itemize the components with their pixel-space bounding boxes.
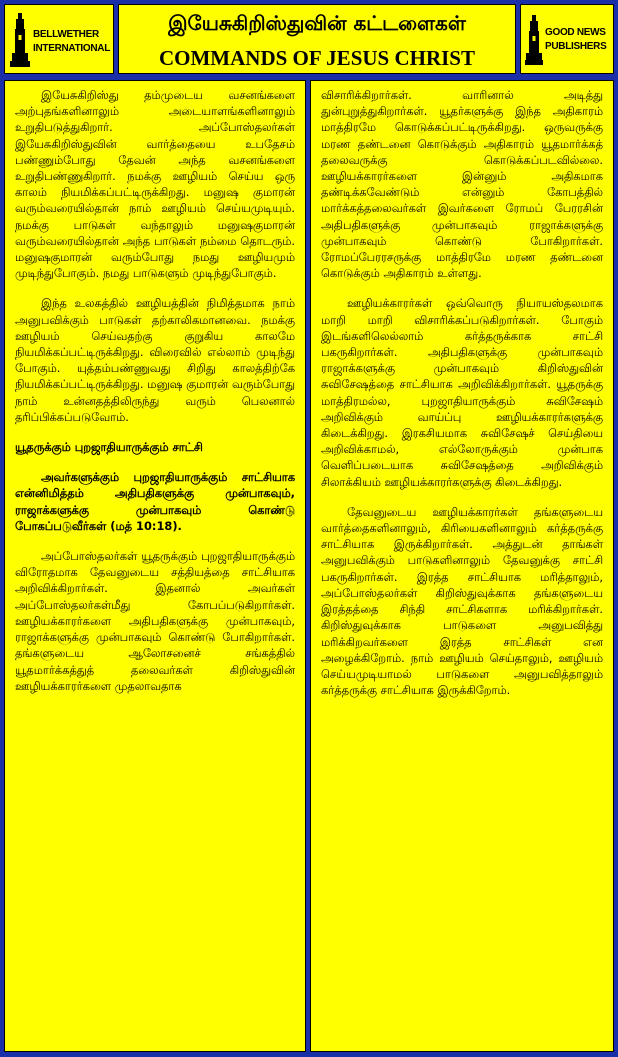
logo-right-line2: PUBLISHERS	[545, 41, 607, 52]
section-heading: யூதருக்கும் புறஜாதியாருக்கும் சாட்சி	[15, 440, 203, 455]
good-news-logo	[520, 4, 614, 74]
logo-right-line1: GOOD NEWS	[545, 27, 606, 38]
title-box	[118, 4, 516, 74]
page-title-english: COMMANDS OF JESUS CHRIST	[158, 46, 475, 70]
left-paragraph-2: இந்த உலகத்தில் ஊழியத்தின் நிமித்தமாக நாம் அனுபவிக்கும் பாடுகள் தற்காலிகமானவை. நமக்கு ஊழியம் செய்வதற்கு குறுகிய காலமே நியமிக்கப்பட்டிருக்கிறது. விரைவில் எல்லாம் முடிந்து போகும். யுத்தம்பண்ணுவது சிறிது காலத்திற்கே நியமிக்கப்பட்டிருக்கிறது. மனுஷ குமாரன் வரும்போது நாம் உன்னதத்திலிருந்து வரும் பெலனால் தரிப்பிக்கப்படுவோம்.	[15, 296, 295, 424]
right-paragraph-1: விசாரிக்கிறார்கள். வாரினால் அடித்து துன்புறுத்துகிறார்கள். யூதர்களுக்கு இந்த அதிகாரம் மாத்திரமே கொடுக்கப்பட்டிருக்கிறது. ஒருவருக்கு மரண தண்டனை கொடுக்கும் அதிகாரம் யூதமார்க்கத் தலைவருக்கு கொடுக்கப்படவில்லை. ஊழியக்காரர்களை இன்னும் அதிகமாக தண்டிக்கவேண்டும் என்னும் கோபத்தில் மார்க்கத்தலைவர்கள் இவர்களை ரோமப் பேரரசின் அதிபதிகளுக்கு முன்பாகவும் ராஜாக்களுக்கு முன்பாகவும் கொண்டு போகிறார்கள். ரோமப்பேரரசருக்கு மாத்திரமே மரண தண்டனை கொடுக்கும் அதிகாரம் உள்ளது.	[321, 88, 603, 281]
right-paragraph-2: ஊழியக்காரர்கள் ஒவ்வொரு நியாயஸ்தலமாக மாறி மாறி விசாரிக்கப்படுகிறார்கள். போகும் இடங்களிலெல்லாம் கர்த்தருக்காக சாட்சி பகருகிறார்கள். அதிபதிகளுக்கு முன்பாகவும் ராஜாக்களுக்கு முன்பாகவும் கிறிஸ்துவின் சுவிசேஷத்தை சாட்சியாக அறிவிக்கிறார்கள். யூதருக்கு மாத்திரமல்ல, புறஜாதியாருக்கும் சுவிசேஷம் அறிவிக்கும் வாய்ப்பு ஊழியக்காரர்களுக்கு கிடைக்கிறது. இரகசியமாக சுவிசேஷச் செய்தியை அறிவிக்காமல், எல்லோருக்கும் முன்பாக வெளிப்படையாக சுவிசேஷத்தை அறிவிக்கும் சிலாக்கியம் ஊழியக்காரர்களுக்கு கிடைக்கிறது.	[321, 296, 603, 489]
tower-icon	[10, 13, 30, 67]
left-paragraph-3: அப்போஸ்தலர்கள் யூதருக்கும் புறஜாதியாருக்கும் விரோதமாக தேவனுடைய சத்தியத்தை சாட்சியாக அறிவிக்கிறார்கள். இதனால் அவர்கள் அப்போஸ்தலர்கள்மீது கோபப்படுகிறார்கள். ஊழியக்காரர்களை அதிபதிகளுக்கு முன்பாகவும், ராஜாக்களுக்கு முன்பாகவும் கொண்டு போகிறார்கள். தங்களுடைய ஆலோசனைச் சங்கத்தில் யூதமார்க்கத்துத் தலைவர்கள் கிறிஸ்துவின் ஊழியக்காரர்களை முதலாவதாக	[15, 549, 295, 693]
left-column	[4, 80, 306, 1052]
tower-icon	[525, 15, 543, 65]
scripture-quote: அவர்களுக்கும் புறஜாதியாருக்கும் சாட்சியாக என்னிமித்தம் அதிபதிகளுக்கு முன்பாகவும், ராஜாக்களுக்கு முன்பாகவும் கொண்டு போகப்படுவீர்கள் (மத் 10:18).	[15, 470, 295, 533]
right-paragraph-3: தேவனுடைய ஊழியக்காரர்கள் தங்களுடைய வார்த்தைகளினாலும், கிரியைகளினாலும் கர்த்தருக்கு சாட்சியாக இருக்கிறார்கள். அத்துடன் தாங்கள் அனுபவிக்கும் பாடுகளினாலும் தேவனுக்கு சாட்சி பகருகிறார்கள். இரத்த சாட்சியாக மரித்தாலும், அப்போஸ்தலர்கள் கிறிஸ்துவுக்காக தங்களுடைய இரத்தத்தை சிந்தி சாட்சிகளாக மரிக்கிறார்கள். கிறிஸ்துவுக்காக பாடுகளை அனுபவித்து மரிக்கிறவர்களை இரத்த சாட்சிகள் என அழைக்கிறோம். நாம் ஊழியம் செய்தாலும், ஊழியம் செய்யமுடியாமல் பாடுகளை அனுபவித்தாலும் கர்த்தருக்கு சாட்சியாக இருக்கிறோம்.	[321, 504, 603, 698]
page-title-tamil: இயேசுகிறிஸ்துவின் கட்டளைகள்	[168, 11, 466, 35]
right-column	[310, 80, 614, 1052]
left-paragraph-1: இயேசுகிறிஸ்து தம்முடைய வசனங்களை அற்புதங்களினாலும் அடையாளங்களினாலும் உறுதிபடுத்துகிறார். அப்போஸ்தலர்கள் இயேசுகிறிஸ்துவின் வார்த்தையை உபதேசம் பண்ணும்போது தேவன் அந்த வசனங்களை உறுதிபண்ணுகிறார். நமக்கு ஊழியம் செய்ய ஒரு காலம் நியமிக்கப்பட்டிருக்கிறது. மனுஷ குமாரன் வரும்வரையில்தான் நாம் ஊழியம் செய்யமுடியும். நமக்கு பாடுகள் வந்தாலும் மனுஷகுமாரன் வரும்வரையில்தான் அந்த பாடுகள் நம்மை தொடரும். மனுஷகுமாரன் வரும்போது நமது ஊழியமும் முடிந்துபோகும். நமது பாடுகளும் முடிந்துபோகும்.	[15, 88, 295, 281]
header	[4, 4, 614, 76]
logo-left-line1: BELLWETHER	[33, 29, 99, 40]
bellwether-logo	[4, 4, 114, 74]
logo-left-line2: INTERNATIONAL	[33, 43, 111, 54]
